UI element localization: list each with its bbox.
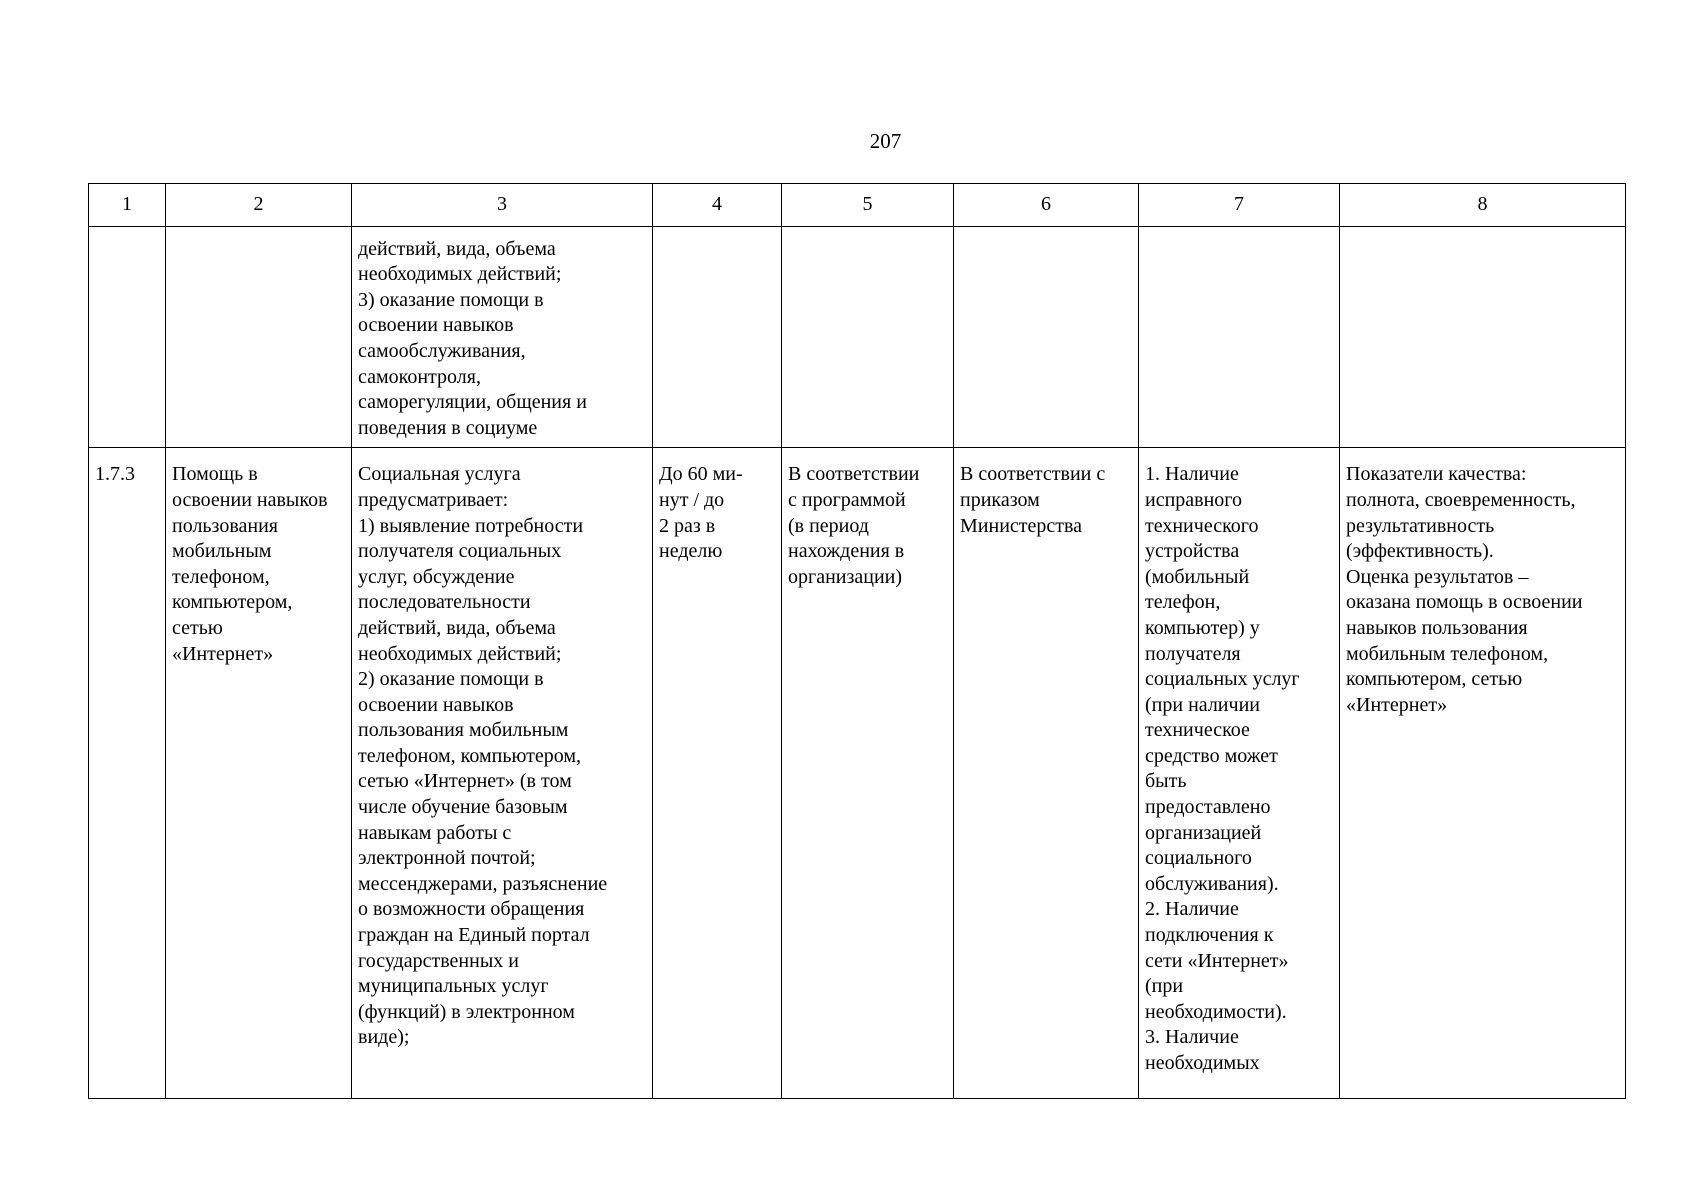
- column-number-header: 4: [653, 184, 782, 227]
- table-cell-service-name: Помощь в освоении навыков пользования мобильным телефоном, компьютером, сетью «Интернет»: [166, 448, 352, 1099]
- table-cell-quality: Показатели качества: полнота, своевременность, результативность (эффективность). Оценка результатов – оказана помощь в освоении навыков пользования мобильным телефоном, компьютером, сетью «Интернет»: [1340, 448, 1626, 1099]
- column-number-row: [89, 184, 1626, 227]
- column-number-header: 2: [166, 184, 352, 227]
- table-cell-description: действий, вида, объема необходимых действий; 3) оказание помощи в освоении навыков самообслуживания, самоконтроля, саморегуляции, общения и поведения в социуме: [352, 226, 653, 448]
- table-cell-tariff: В соответствии с приказом Министерства: [954, 448, 1139, 1099]
- column-number-header: 1: [89, 184, 166, 227]
- column-number-header: 6: [954, 184, 1139, 227]
- services-table: [88, 183, 1626, 1099]
- table-cell: [782, 226, 954, 448]
- table-cell-period: В соответствии с программой (в период нахождения в организации): [782, 448, 954, 1099]
- table-row-continuation: [89, 226, 1626, 448]
- table-cell-description: Социальная услуга предусматривает: 1) выявление потребности получателя социальных услуг, обсуждение последовательности действий, вида, объема необходимых действий; 2) оказание помощи в освоении навыков пользования мобильным телефоном, компьютером, сетью «Интернет» (в том числе обучение базовым навыкам работы с электронной почтой; мессенджерами, разъяснение о возможности обращения граждан на Единый портал государственных и муниципальных услуг (функций) в электронном виде);: [352, 448, 653, 1099]
- table-cell: [653, 226, 782, 448]
- column-number-header: 8: [1340, 184, 1626, 227]
- table-cell-duration: До 60 ми- нут / до 2 раз в неделю: [653, 448, 782, 1099]
- page-number: 207: [869, 129, 902, 153]
- table-cell: [1340, 226, 1626, 448]
- table-cell: [89, 226, 166, 448]
- column-number-header: 7: [1139, 184, 1340, 227]
- table-cell-code: 1.7.3: [89, 448, 166, 1099]
- column-number-header: 5: [782, 184, 954, 227]
- table-cell: [166, 226, 352, 448]
- table-cell: [954, 226, 1139, 448]
- column-number-header: 3: [352, 184, 653, 227]
- table-cell: [1139, 226, 1340, 448]
- table-row-1-7-3: [89, 448, 1626, 1099]
- table-cell-conditions: 1. Наличие исправного технического устройства (мобильный телефон, компьютер) у получателя социальных услуг (при наличии техническое средство может быть предоставлено организацией социального обслуживания). 2. Наличие подключения к сети «Интернет» (при необходимости). 3. Наличие необходимых: [1139, 448, 1340, 1099]
